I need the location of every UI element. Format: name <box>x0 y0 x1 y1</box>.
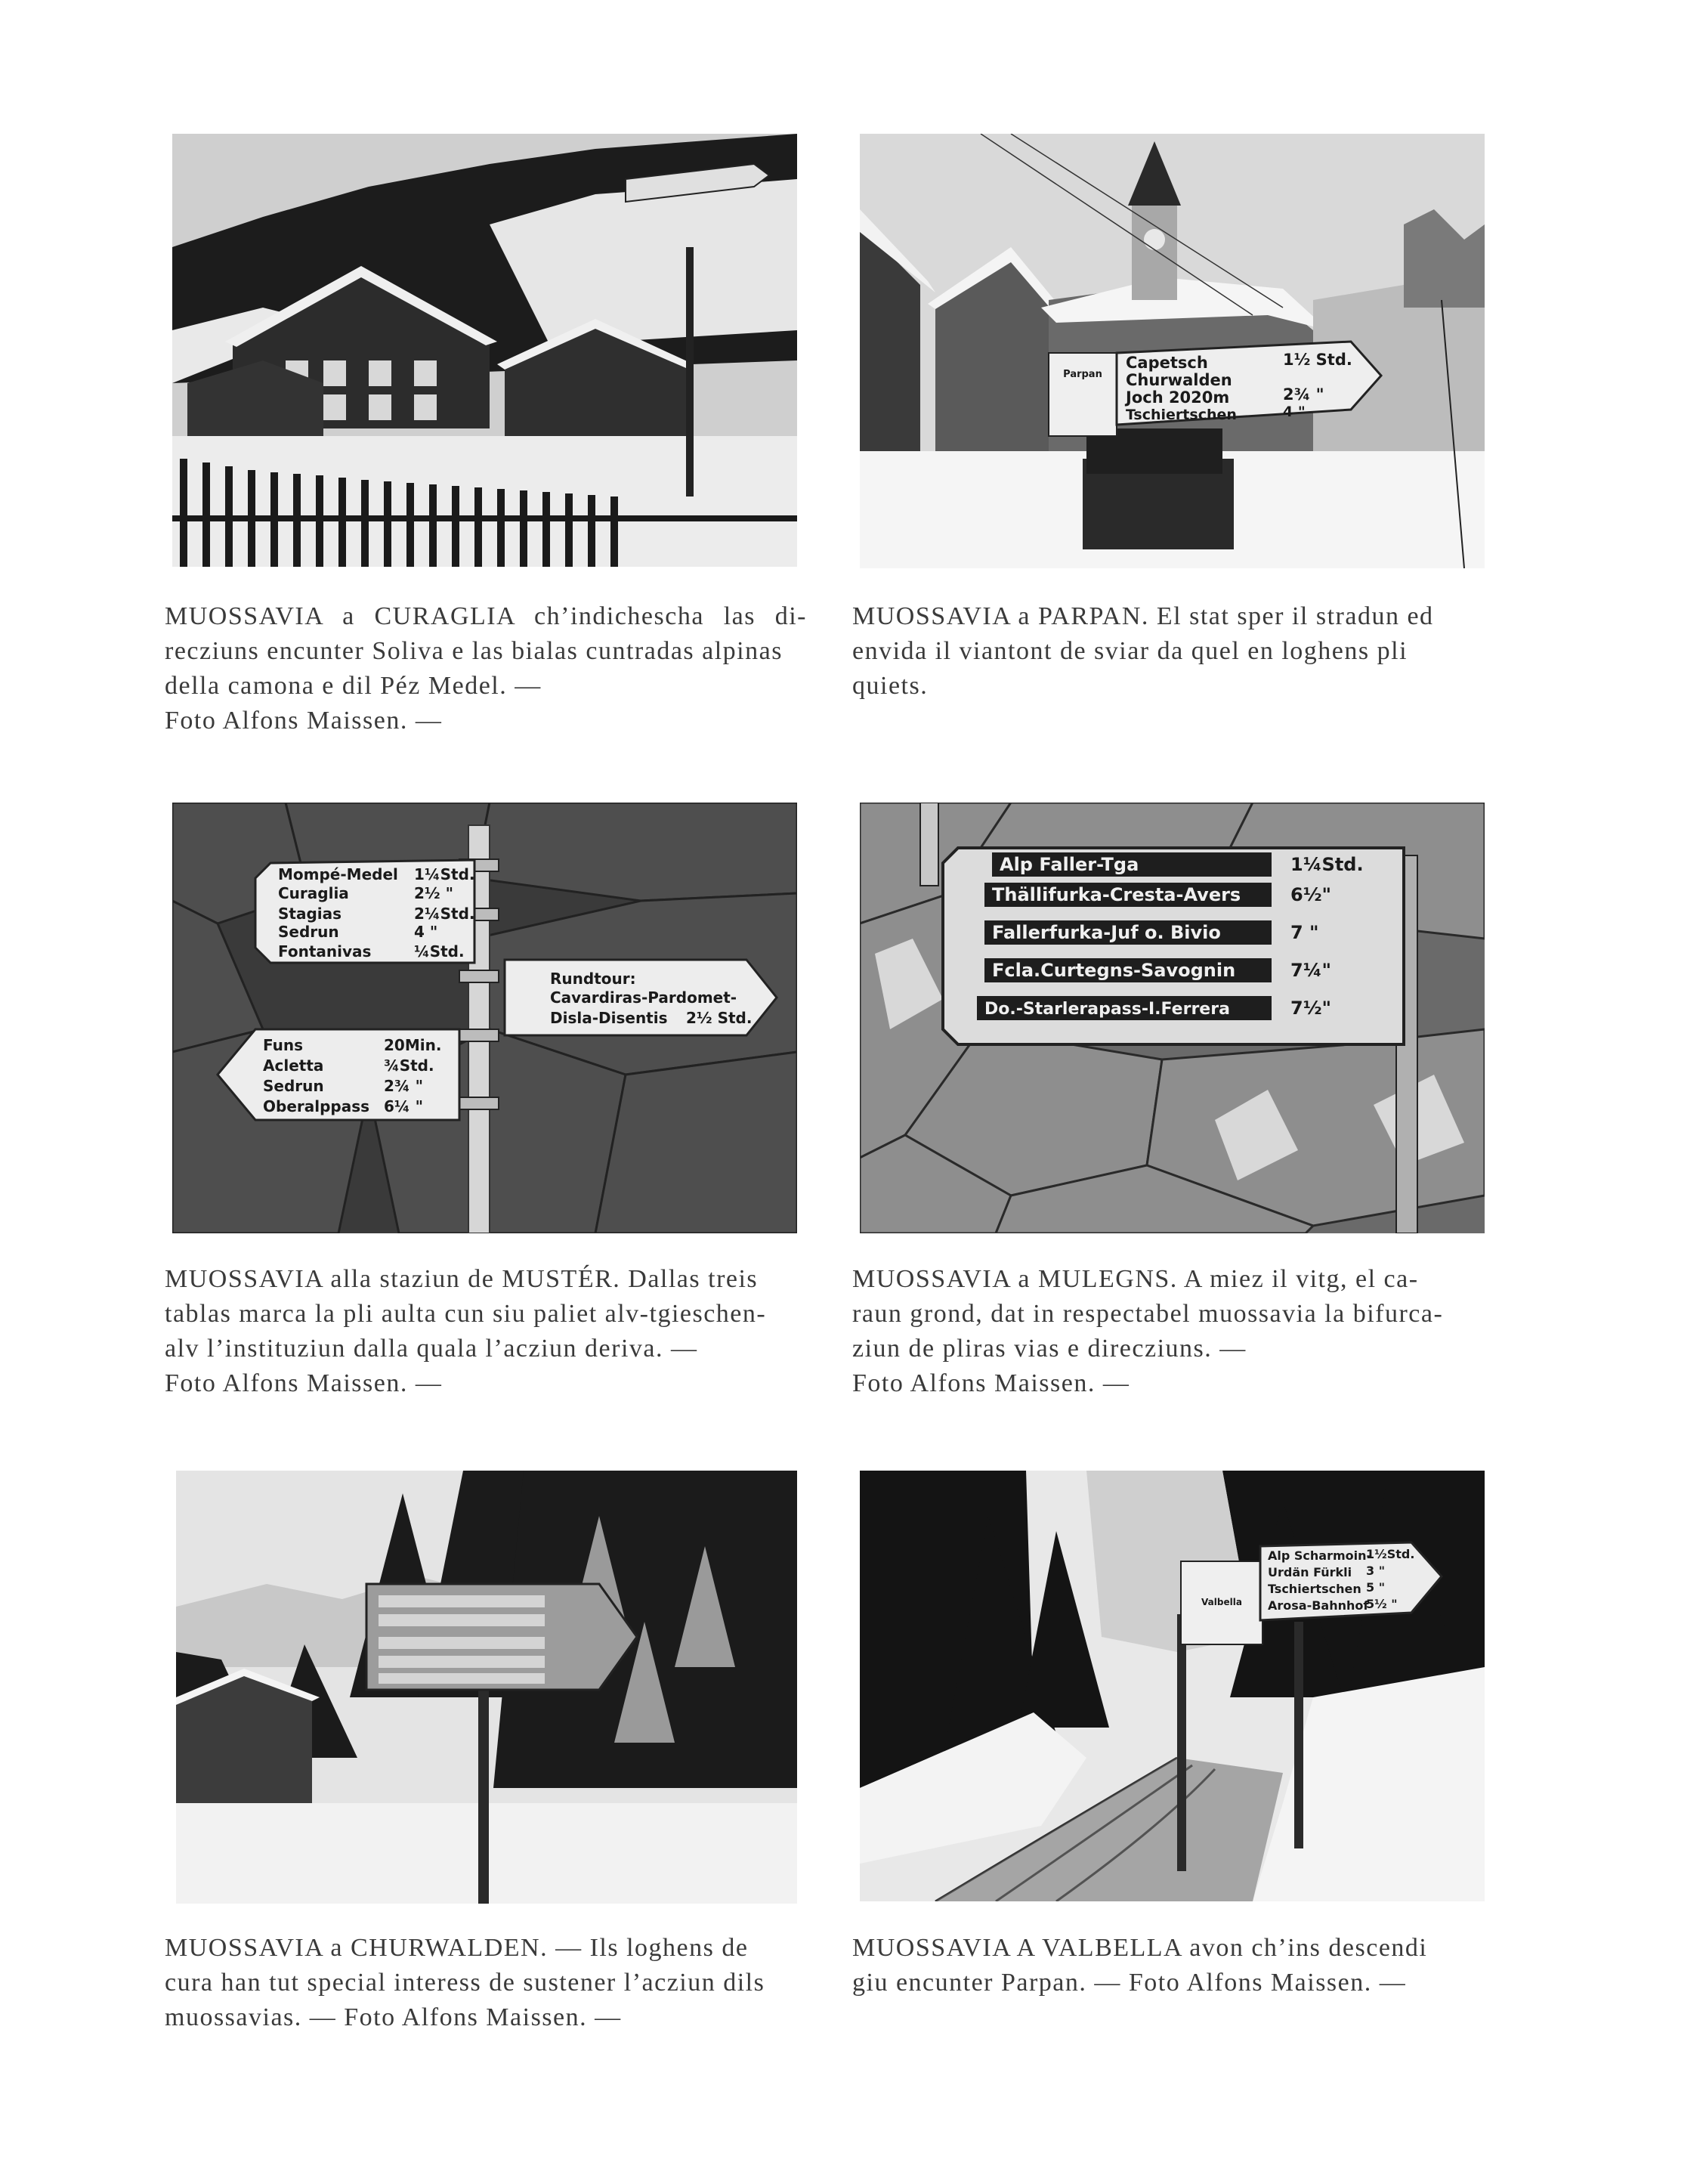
sign-time: 6½" <box>1290 884 1332 905</box>
sign-line: Alp Faller-Tga <box>1000 854 1139 875</box>
sign-line: Churwalden <box>1126 371 1232 389</box>
caption-curaglia <box>165 599 807 738</box>
caption-line: recziuns encunter Soliva e las bialas cuntradas alpinas <box>165 637 783 665</box>
sign-time: 7½" <box>1290 998 1332 1019</box>
sign-time: 2¾ " <box>384 1077 424 1095</box>
sign-time: 7 " <box>1290 922 1319 943</box>
sign-time: 3 " <box>1366 1564 1386 1578</box>
caption-muster <box>165 1262 807 1401</box>
sign-line: Cavardiras-Pardomet- <box>550 988 737 1007</box>
sign-time: 6¼ " <box>384 1097 424 1115</box>
muster-illustration <box>172 803 797 1233</box>
caption-line: della camona e dil Péz Medel. — <box>165 672 542 700</box>
sign-time: 2½ Std. <box>686 1009 753 1027</box>
mulegns-illustration <box>860 803 1485 1233</box>
caption-line: MUOSSAVIA a CHURWALDEN. — Ils loghens de <box>165 1934 749 1962</box>
curaglia-illustration <box>172 134 797 567</box>
sign-time: 5½ " <box>1366 1597 1398 1611</box>
sign-time: 4 " <box>414 923 438 941</box>
sign-time: 7¼" <box>1290 960 1332 981</box>
sign-line: Tschiertschen <box>1268 1582 1361 1596</box>
photo-valbella <box>860 1471 1485 1901</box>
sign-line: Stagias <box>278 905 342 923</box>
sign-time: 1¼Std. <box>1290 854 1364 875</box>
sign-line: Capetsch <box>1126 354 1208 372</box>
caption-line: MUOSSAVIA a MULEGNS. A miez il vitg, el ca- <box>852 1265 1419 1293</box>
sign-line: Urdän Fürkli <box>1268 1565 1352 1579</box>
caption-parpan <box>852 599 1494 704</box>
sign-line: Thällifurka-Cresta-Avers <box>992 884 1241 905</box>
caption-line: raun grond, dat in respectabel muossavia la bifurca- <box>852 1300 1444 1328</box>
caption-line: ziun de pliras vias e direcziuns. — <box>852 1335 1247 1363</box>
photo-churwalden <box>176 1471 797 1904</box>
sign-time: 2¼Std. <box>414 905 475 923</box>
caption-line: Foto Alfons Maissen. — <box>165 1369 443 1397</box>
sign-line: Joch 2020m <box>1126 388 1230 407</box>
sign-time: 20Min. <box>384 1036 442 1054</box>
caption-line: MUOSSAVIA a CURAGLIA ch’indichescha las di- <box>165 602 807 630</box>
sign-line: Sedrun <box>278 923 339 941</box>
caption-churwalden <box>165 1931 807 2035</box>
sign-time: 2¾ " <box>1283 385 1324 404</box>
sign-line: Fontanivas <box>278 942 372 961</box>
caption-line: tablas marca la pli aulta cun siu paliet alv-tgieschen- <box>165 1300 767 1328</box>
parpan-illustration <box>860 134 1485 568</box>
photo-mulegns <box>860 803 1485 1233</box>
signpost-pole <box>686 247 694 497</box>
sign-location-label: Valbella <box>1201 1597 1242 1607</box>
sign-line: Do.-Starlerapass-I.Ferrera <box>984 1000 1230 1019</box>
sign-line: Arosa-Bahnhof <box>1268 1598 1369 1613</box>
sign-time: 2½ " <box>414 884 454 902</box>
sign-line: Fallerfurka-Juf o. Bivio <box>992 922 1221 943</box>
caption-mulegns <box>852 1262 1494 1401</box>
photo-muster <box>172 803 797 1233</box>
caption-line: giu encunter Parpan. — Foto Alfons Maissen. — <box>852 1969 1407 1997</box>
caption-line: muossavias. — Foto Alfons Maissen. — <box>165 2003 622 2031</box>
sign-line: Fcla.Curtegns-Savognin <box>992 960 1236 981</box>
caption-line: envida il viantont de sviar da quel en loghens pli <box>852 637 1408 665</box>
sign-time: 5 " <box>1366 1580 1386 1595</box>
caption-line: Foto Alfons Maissen. — <box>165 707 443 735</box>
sign-time: ¾Std. <box>384 1056 434 1075</box>
parpan-sign-plate <box>1049 353 1117 436</box>
caption-line: MUOSSAVIA alla staziun de MUSTÉR. Dallas treis <box>165 1265 759 1293</box>
sign-line: Mompé-Medel <box>278 865 398 883</box>
photo-parpan <box>860 134 1485 568</box>
sign-time: ¼Std. <box>414 942 465 961</box>
caption-line: cura han tut special interess de sustener l’acziun dils <box>165 1969 765 1997</box>
caption-line: alv l’instituziun dalla quala l’acziun deriva. — <box>165 1335 698 1363</box>
caption-line: MUOSSAVIA A VALBELLA avon ch’ins descendi <box>852 1934 1428 1962</box>
sign-line: Oberalppass <box>263 1097 370 1115</box>
sign-line: Acletta <box>263 1056 324 1075</box>
valbella-illustration <box>860 1471 1485 1901</box>
sign-line: Tschiertschen <box>1126 407 1237 423</box>
churwalden-illustration <box>176 1471 797 1904</box>
signpost-pole <box>478 1667 489 1904</box>
sign-location-label: Parpan <box>1063 369 1102 380</box>
photo-curaglia <box>172 134 797 567</box>
sign-time: 1½ Std. <box>1283 351 1352 369</box>
sign-line: Disla-Disentis <box>550 1009 668 1027</box>
sign-line: Funs <box>263 1036 304 1054</box>
sign-time: 1½Std. <box>1366 1547 1415 1561</box>
sign-line: Rundtour: <box>550 970 636 988</box>
signpost-pole <box>1294 1622 1303 1848</box>
sign-line: Curaglia <box>278 884 349 902</box>
sign-line: Sedrun <box>263 1077 324 1095</box>
sign-line: Alp Scharmoin- <box>1268 1548 1372 1563</box>
sign-time: 1¼Std. <box>414 865 475 883</box>
caption-line: quiets. <box>852 672 929 700</box>
caption-valbella <box>852 1931 1494 2000</box>
sign-time: 4 " <box>1283 404 1306 420</box>
caption-line: MUOSSAVIA a PARPAN. El stat sper il stradun ed <box>852 602 1434 630</box>
caption-line: Foto Alfons Maissen. — <box>852 1369 1130 1397</box>
